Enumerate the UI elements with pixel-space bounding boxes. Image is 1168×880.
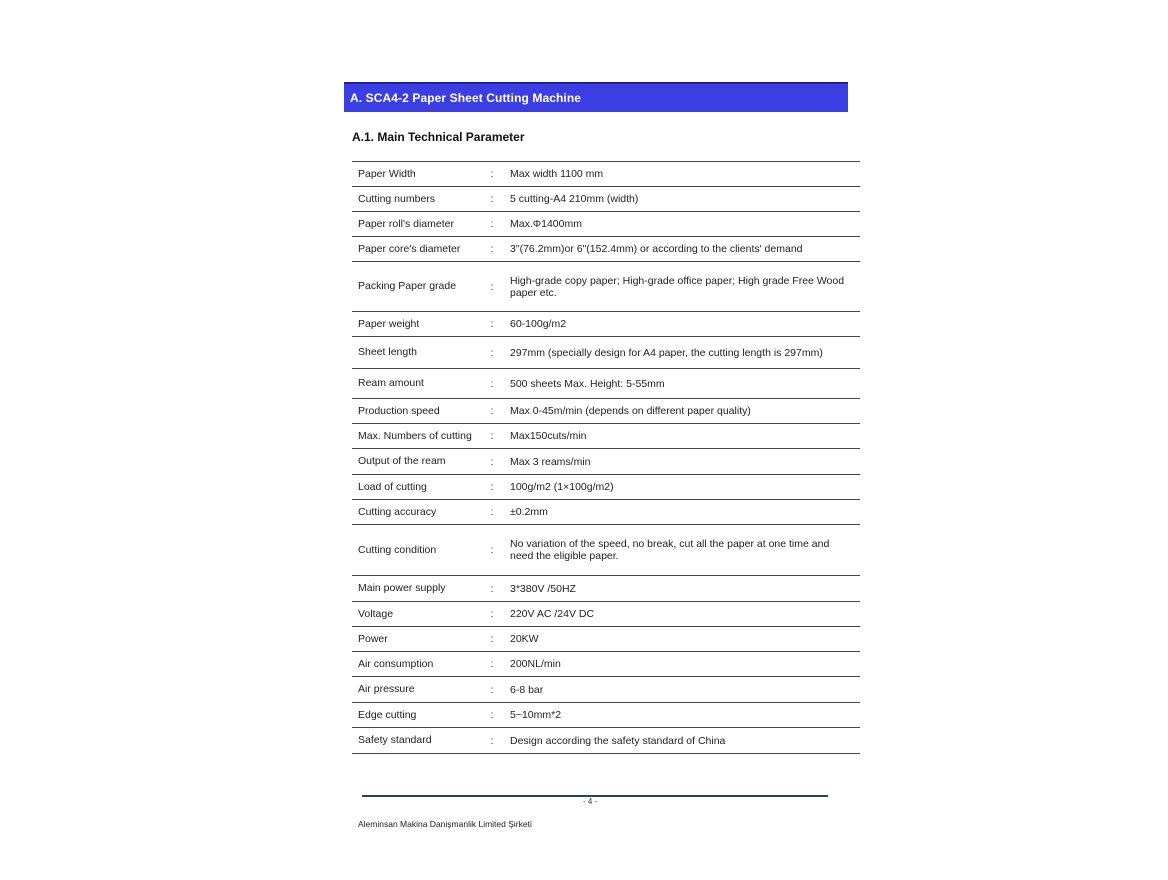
table-row <box>352 703 860 728</box>
table-row <box>352 312 860 337</box>
table-row <box>352 337 860 369</box>
parameter-separator: : <box>490 506 494 518</box>
parameter-separator: : <box>490 608 494 620</box>
parameter-value: 3*380V /50HZ <box>510 582 576 595</box>
parameter-value: High-grade copy paper; High-grade office paper; High grade Free Wood paper etc. <box>510 274 845 299</box>
parameter-name: Paper core's diameter <box>358 242 461 255</box>
parameter-separator: : <box>490 193 494 205</box>
parameter-name: Production speed <box>358 404 440 417</box>
parameter-name: Power <box>358 632 388 645</box>
parameter-value: 6-8 bar <box>510 683 544 696</box>
parameter-name: Packing Paper grade <box>358 280 457 292</box>
parameter-value: Max150cuts/min <box>510 430 587 442</box>
parameter-name: Sheet length <box>358 346 417 358</box>
parameter-separator: : <box>490 168 494 180</box>
parameter-value: Max width 1100 mm <box>510 168 604 180</box>
parameter-value: 100g/m2 (1×100g/m2) <box>510 481 614 493</box>
parameter-separator: : <box>490 658 494 670</box>
parameter-separator: : <box>490 430 494 442</box>
parameter-value: 5 cutting-A4 210mm (width) <box>510 193 639 205</box>
parameter-name: Cutting numbers <box>358 192 436 205</box>
parameter-name: Safety standard <box>358 734 432 746</box>
table-row <box>352 728 860 754</box>
page-number: - 4 - <box>583 797 598 806</box>
table-row <box>352 262 860 312</box>
parameter-separator: : <box>490 544 494 556</box>
parameter-value: 3"(76.2mm)or 6"(152.4mm) or according to the clients' demand <box>510 243 803 255</box>
parameter-value: 200NL/min <box>510 658 561 670</box>
parameter-separator: : <box>490 377 494 390</box>
parameter-value: 297mm (specially design for A4 paper, the cutting length is 297mm) <box>510 346 823 359</box>
parameter-name: Air consumption <box>358 657 434 670</box>
parameter-value: ±0.2mm <box>510 506 548 518</box>
parameter-value: Max.Φ1400mm <box>510 218 582 230</box>
table-row <box>352 162 860 187</box>
table-row <box>352 525 860 576</box>
parameter-name: Cutting condition <box>358 543 437 556</box>
parameter-name: Output of the ream <box>358 455 446 467</box>
parameter-table <box>352 161 860 754</box>
parameter-value: 20KW <box>510 633 539 645</box>
parameter-separator: : <box>490 582 494 595</box>
table-row <box>352 449 860 475</box>
parameter-value: Max 0-45m/min (depends on different paper quality) <box>510 405 751 417</box>
subsection-title: A.1. Main Technical Parameter <box>352 130 525 144</box>
parameter-value: 60-100g/m2 <box>510 318 567 330</box>
parameter-name: Paper roll's diameter <box>358 217 454 230</box>
footer-company-name: Aleminsan Makina Danişmanlik Limited Şirketi <box>358 819 532 829</box>
parameter-name: Cutting accuracy <box>358 505 437 518</box>
parameter-name: Max. Numbers of cutting <box>358 429 472 442</box>
parameter-separator: : <box>490 455 494 468</box>
table-row <box>352 424 860 449</box>
table-row <box>352 475 860 500</box>
parameter-separator: : <box>490 280 494 293</box>
table-row <box>352 500 860 525</box>
parameter-name: Edge cutting <box>358 708 417 721</box>
parameter-separator: : <box>490 218 494 230</box>
parameter-separator: : <box>490 405 494 417</box>
table-row <box>352 399 860 424</box>
table-row <box>352 576 860 602</box>
parameter-separator: : <box>490 633 494 645</box>
parameter-name: Load of cutting <box>358 480 427 493</box>
table-row <box>352 212 860 237</box>
parameter-name: Paper Width <box>358 167 416 180</box>
section-title-banner <box>344 82 848 112</box>
parameter-name: Ream amount <box>358 377 424 389</box>
parameter-separator: : <box>490 709 494 721</box>
parameter-separator: : <box>490 481 494 493</box>
table-row <box>352 237 860 262</box>
parameter-separator: : <box>490 243 494 255</box>
parameter-name: Main power supply <box>358 582 446 594</box>
parameter-value: Max 3 reams/min <box>510 455 591 468</box>
parameter-value: 220V AC /24V DC <box>510 608 595 620</box>
table-row <box>352 369 860 399</box>
table-row <box>352 627 860 652</box>
section-title: A. SCA4-2 Paper Sheet Cutting Machine <box>350 91 582 105</box>
parameter-name: Air pressure <box>358 683 415 695</box>
parameter-value: Design according the safety standard of China <box>510 734 726 747</box>
parameter-separator: : <box>490 318 494 330</box>
parameter-value: 5~10mm*2 <box>510 709 562 721</box>
parameter-name: Voltage <box>358 607 394 620</box>
parameter-separator: : <box>490 346 494 359</box>
parameter-value: 500 sheets Max. Height: 5-55mm <box>510 377 665 390</box>
table-row <box>352 652 860 677</box>
table-row <box>352 602 860 627</box>
parameter-name: Paper weight <box>358 317 420 330</box>
parameter-value: No variation of the speed, no break, cut all the paper at one time and need the eligible paper. <box>510 538 830 562</box>
parameter-separator: : <box>490 734 494 747</box>
table-row <box>352 677 860 703</box>
table-row <box>352 187 860 212</box>
parameter-separator: : <box>490 683 494 696</box>
